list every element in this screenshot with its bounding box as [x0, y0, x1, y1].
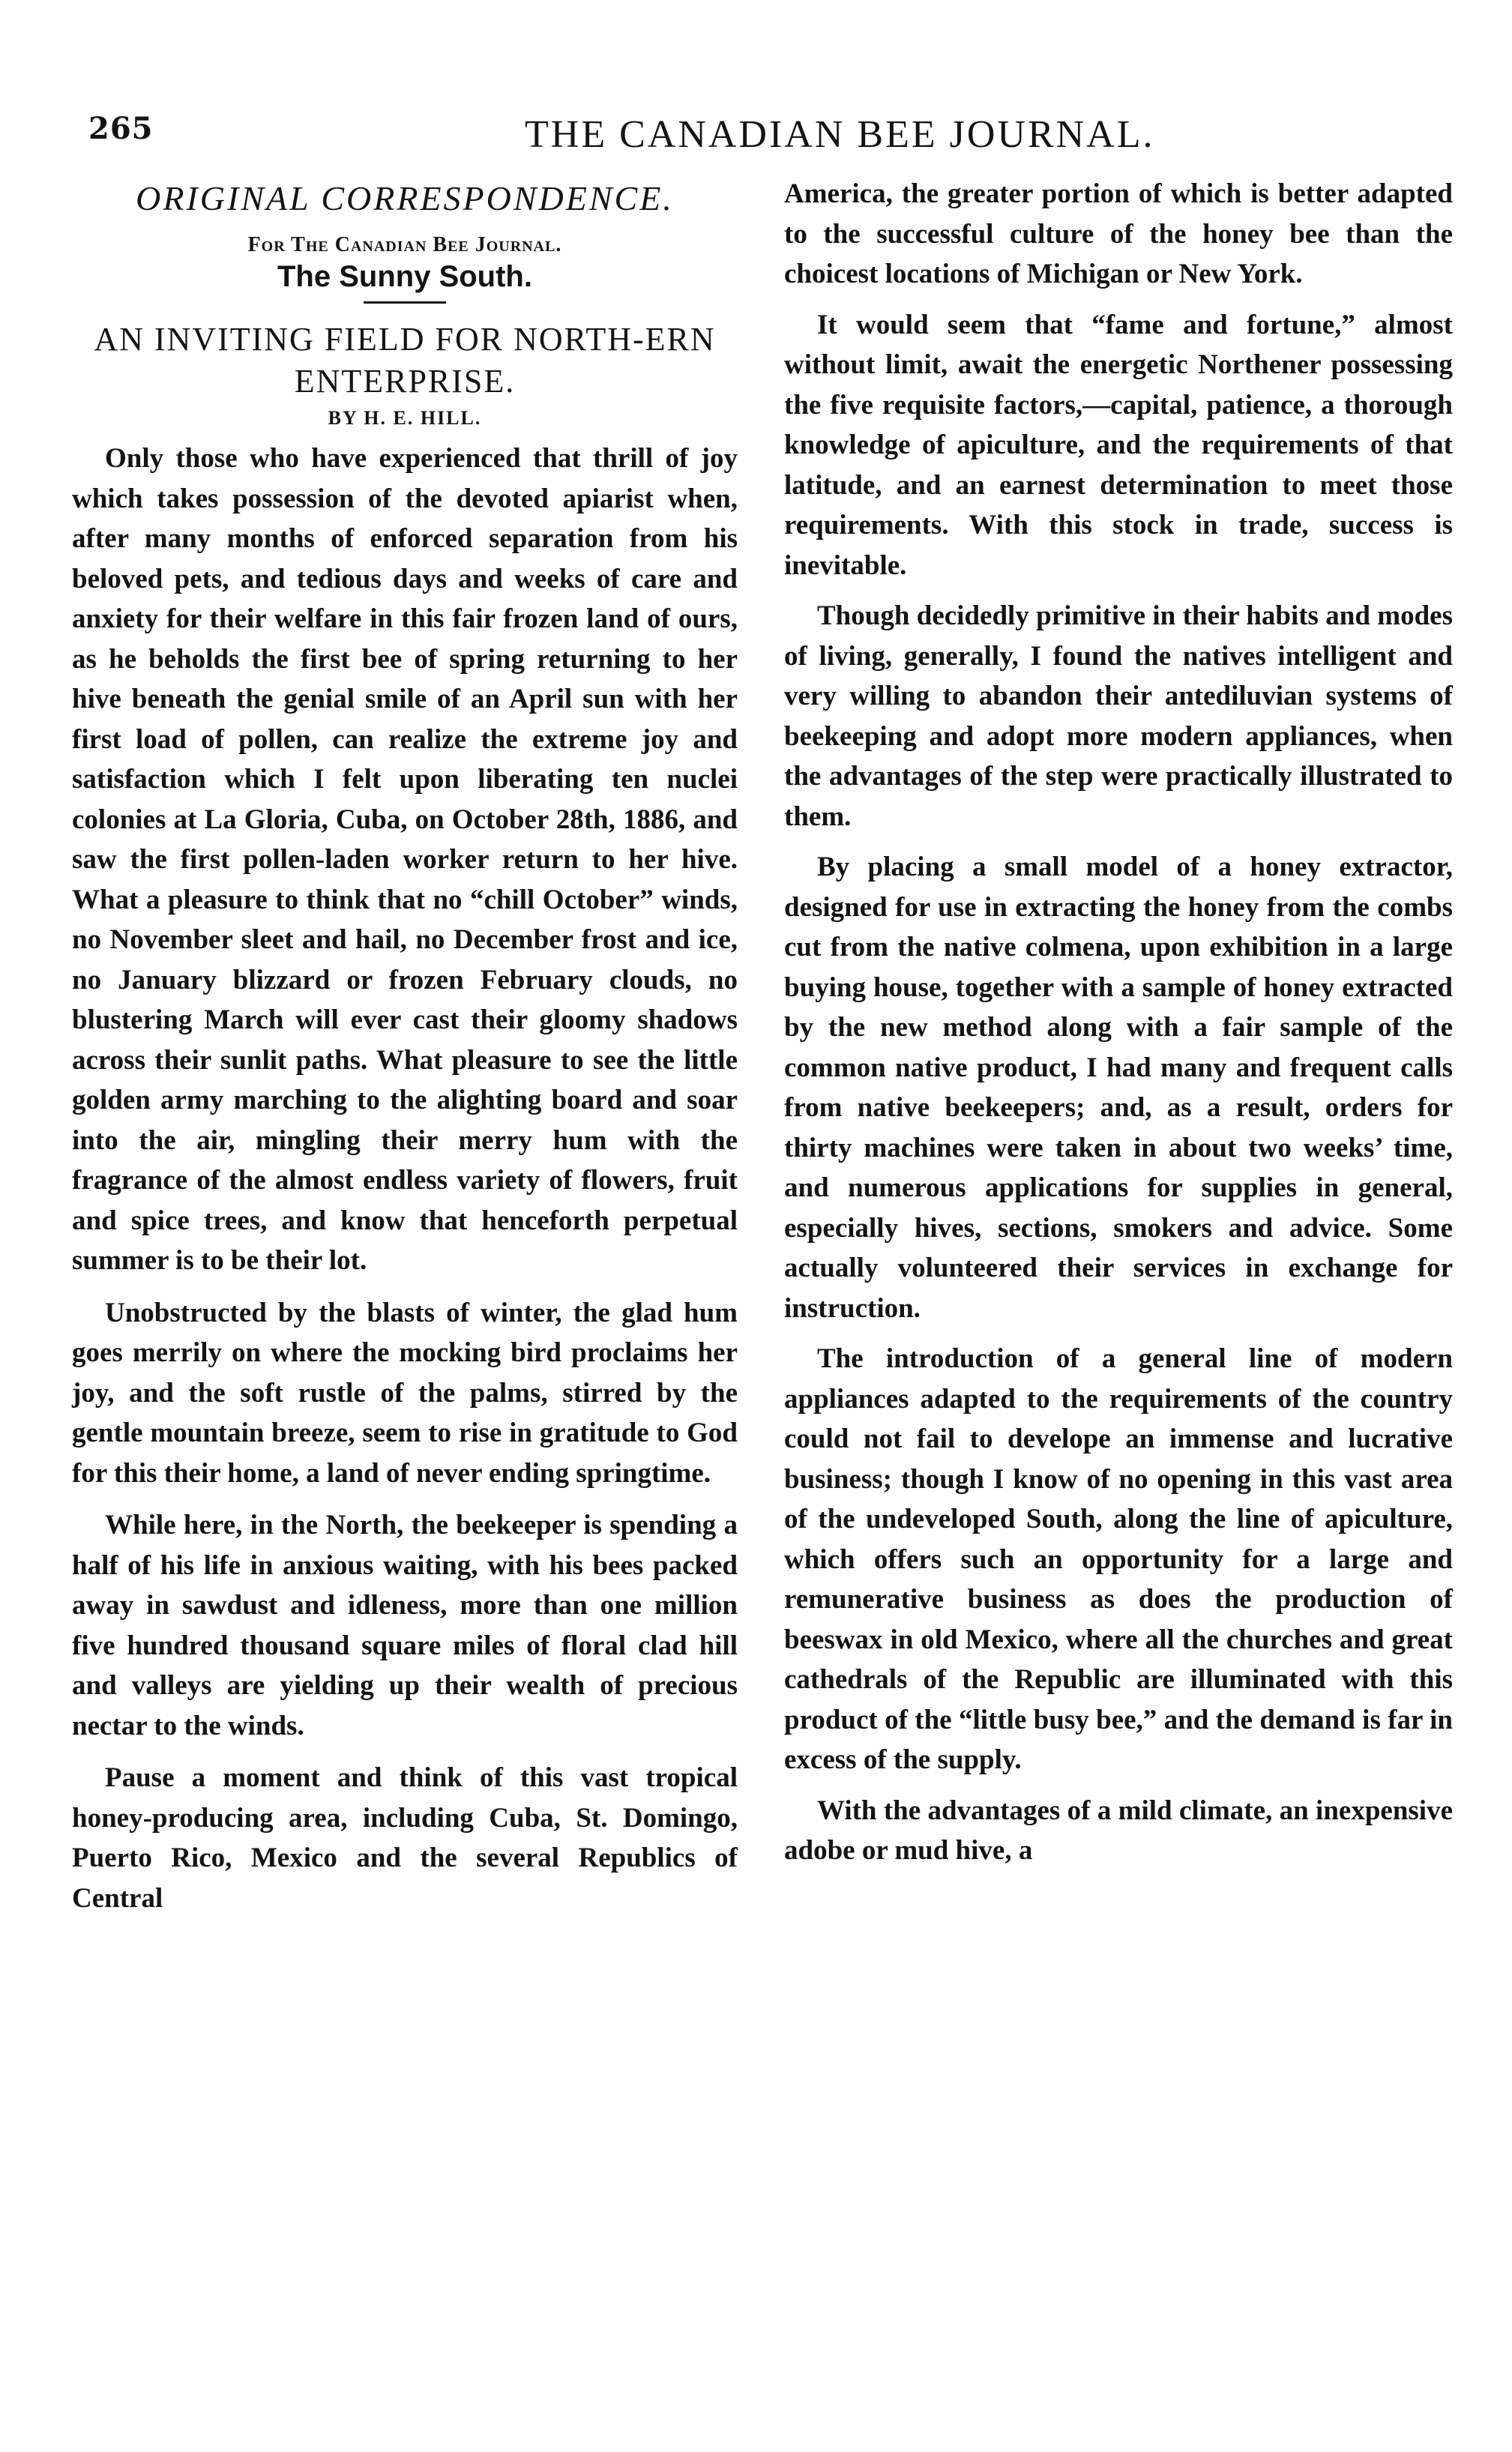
for-line: For The Canadian Bee Journal. [247, 233, 562, 256]
article-subhead: The Sunny South. [277, 260, 532, 293]
paragraph: America, the greater portion of which is better adapted to the successful culture of the honey bee than the choicest locations of Michigan or New York. [784, 178, 1453, 289]
paragraph: Only those who have experienced that thrill of joy which takes possession of the devoted apiarist when, after many months of enforced separation from his beloved pets, and tedious days and weeks of care and anxiety for their welfare in this fair frozen land of ours, as he beholds the first bee of spring returning to her hive beneath the genial smile of an April sun with her first load of pollen, can realize the extreme joy and satisfaction which I felt upon liberating ten nuclei colonies at La Gloria, Cuba, on October 28th, 1886, and saw the first pollen-laden worker return to her hive. What a pleasure to think that no “chill October” winds, no November sleet and hail, no December frost and ice, no January blizzard or frozen February clouds, no blustering March will ever cast their gloomy shadows across their sunlit paths. What pleasure to see the little golden army marching to the alighting board and soar into the air, mingling their merry hum with the fragrance of the almost endless variety of flowers, fruit and spice trees, and know that henceforth perpetual summer is to be their lot. [72, 443, 738, 1276]
divider-rule [364, 301, 446, 304]
paragraph: With the advantages of a mild climate, an inexpensive adobe or mud hive, a [784, 1795, 1453, 1866]
paragraph: While here, in the North, the beekeeper is spending a half of his life in anxious waiting, with his bees packed away in sawdust and idleness, more than one million five hundred thousand square miles of floral clad hill and valleys are yielding up their wealth of precious nectar to the winds. [72, 1510, 738, 1741]
paragraph: The introduction of a general line of modern appliances adapted to the requirements of the country could not fail to develope an immense and lucrative business; though I know of no opening in this vast area of the undeveloped South, along the line of apiculture, which offers such an opportunity for a large and remunerative business as does the production of beeswax in old Mexico, where all the churches and great cathedrals of the Republic are illuminated with this product of the “little busy bee,” and the demand is far in excess of the supply. [784, 1343, 1453, 1775]
left-column [72, 174, 738, 1930]
paragraph: Though decidedly primitive in their habits and modes of living, generally, I found the natives intelligent and very willing to abandon their antediluvian systems of beekeeping and adopt more modern appliances, when the advantages of the step were practically illustrated to them. [784, 600, 1453, 832]
paragraph: It would seem that “fame and fortune,” almost without limit, await the energetic Northener possessing the five requisite factors,—capital, patience, a thorough knowledge of apiculture, and the requirements of that latitude, and an earnest determination to meet those requirements. With this stock in trade, success is inevitable. [784, 309, 1453, 581]
paragraph: By placing a small model of a honey extractor, designed for use in extracting the honey from the combs cut from the native colmena, upon exhibition in a large buying house, together with a sample of honey extracted by the new method along with a fair sample of the common native product, I had many and frequent calls from native beekeepers; and, as a result, orders for thirty machines were taken in about two weeks’ time, and numerous applications for supplies in general, especially hives, sections, smokers and advice. Some actually volunteered their services in exchange for instruction. [784, 852, 1453, 1324]
section-title: ORIGINAL CORRESPONDENCE. [136, 179, 674, 217]
paragraph: Pause a moment and think of this vast tropical honey-producing area, including Cuba, St. Domingo, Puerto Rico, Mexico and the several Republics of Central [72, 1762, 738, 1914]
right-column [784, 174, 1453, 1882]
paragraph: Unobstructed by the blasts of winter, the glad hum goes merrily on where the mocking bird proclaims her joy, and the soft rustle of the palms, stirred by the gentle mountain breeze, seem to rise in gratitude to God for this their home, a land of never ending springtime. [72, 1297, 738, 1489]
running-head: THE CANADIAN BEE JOURNAL. [525, 113, 1155, 156]
article-byline: BY H. E. HILL. [328, 407, 482, 429]
article-headline: AN INVITING FIELD FOR NORTH-ERN ENTERPRISE. [94, 321, 716, 400]
page-number: 265 [88, 111, 154, 146]
